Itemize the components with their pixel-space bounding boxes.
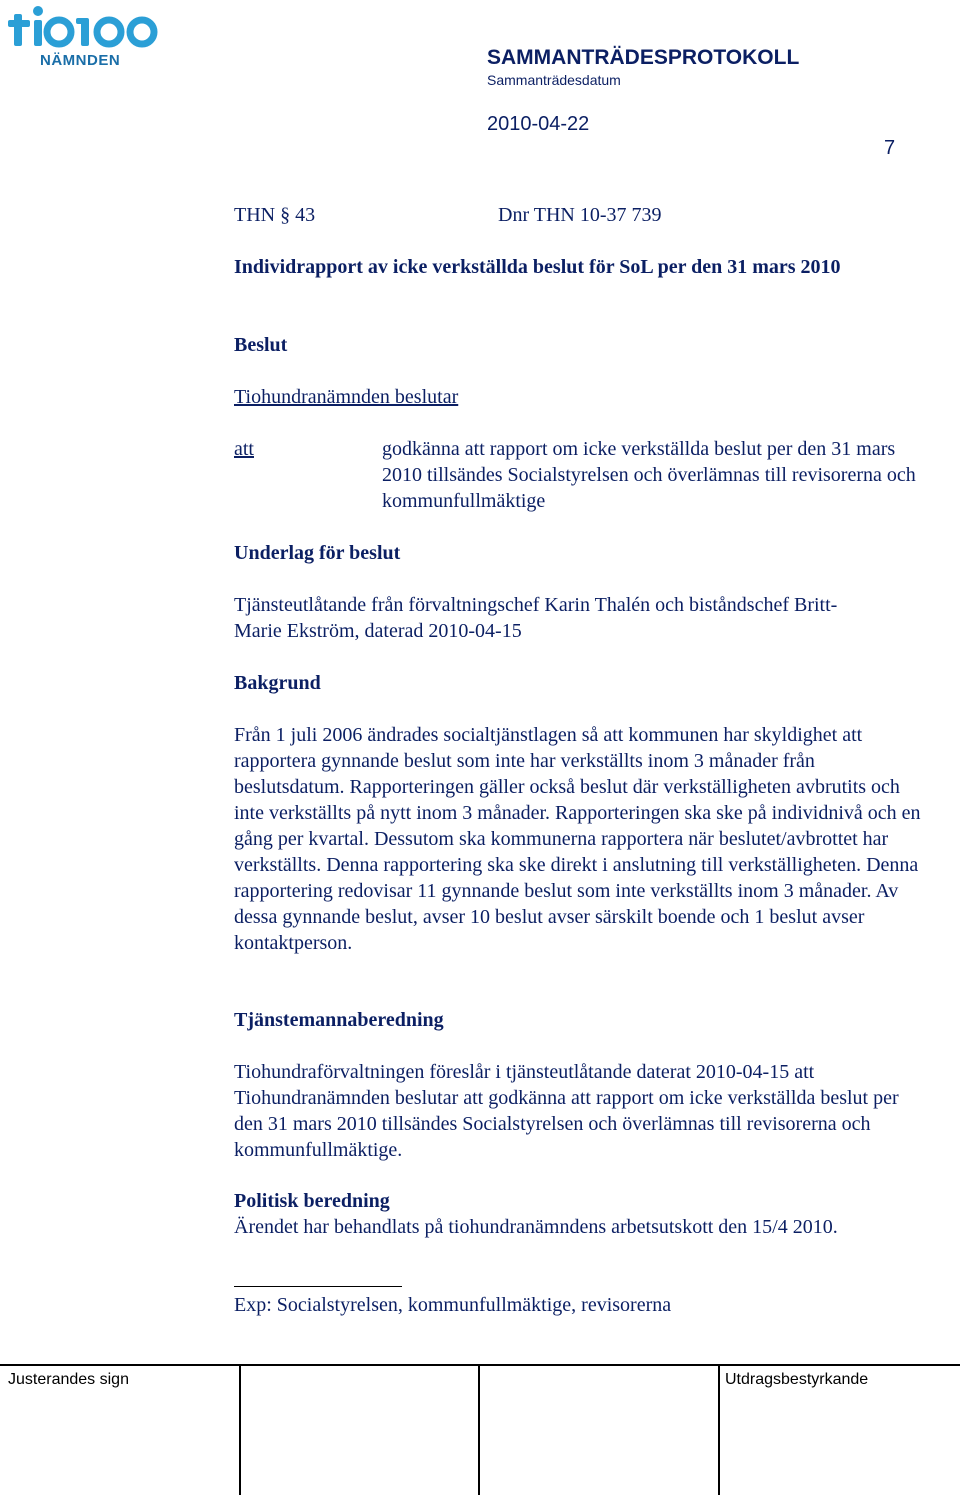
svg-text:NÄMNDEN: NÄMNDEN <box>40 52 121 68</box>
att-label: att <box>234 438 254 460</box>
underlag-text: Tjänsteutlåtande från förvaltningschef Karin Thalén och biståndschef Britt-Marie Ekström, daterad 2010-04-15 <box>234 594 838 642</box>
signature-box-divider-1 <box>239 1366 241 1495</box>
signature-box-divider-2 <box>478 1366 480 1495</box>
decision-subheading: Tiohundranämnden beslutar <box>234 386 459 408</box>
bakgrund-heading: Bakgrund <box>234 672 321 694</box>
att-text: godkänna att rapport om icke verkställda beslut per den 31 mars 2010 tillsändes Socialstyrelsen och överlämnas till revisorerna och kommunfullmäktige <box>382 438 916 512</box>
section-number: THN § 43 <box>234 204 316 226</box>
justerandes-sign-label: Justerandes sign <box>8 1371 129 1388</box>
underlag-heading: Underlag för beslut <box>234 542 401 564</box>
case-dnr: Dnr THN 10-37 739 <box>498 204 662 226</box>
beredning-heading: Tjänstemannaberedning <box>234 1009 444 1031</box>
meeting-date-label: Sammanträdesdatum <box>487 72 621 88</box>
tio100-logo <box>6 2 166 68</box>
meeting-date: 2010-04-22 <box>487 113 590 135</box>
page-number: 7 <box>884 137 896 159</box>
decision-heading: Beslut <box>234 334 288 356</box>
expedition-text: Exp: Socialstyrelsen, kommunfullmäktige, revisorerna <box>234 1294 672 1316</box>
bakgrund-text: Från 1 juli 2006 ändrades socialtjänstlagen så att kommunen har skyldighet att rapportera gynnande beslut som inte har verkställts inom 3 månader från beslutsdatum. Rapporteringen gäller också beslut där verkställigheten avbrutits och inte verkställts på nytt inom 3 månader. Rapporteringen ska ske på individnivå och en gång per kvartal. Dessutom ska kommunerna rapportera när beslutet/avbrottet har verkställts. Denna rapportering ska ske direkt i anslutning till verkställigheten. Denna rapportering redovisar 11 gynnande beslut som inte verkställts inom 3 månader. Av dessa gynnande beslut, avser 10 beslut avser särskilt boende och 1 beslut avser kontaktperson. <box>234 724 921 954</box>
expedition-divider <box>234 1286 402 1287</box>
protocol-title: SAMMANTRÄDESPROTOKOLL <box>487 46 800 69</box>
politisk-heading: Politisk beredning <box>234 1190 390 1212</box>
politisk-text: Ärendet har behandlats på tiohundranämndens arbetsutskott den 15/4 2010. <box>234 1216 838 1238</box>
signature-box-top-border <box>0 1364 960 1366</box>
utdragsbestyrkande-label: Utdragsbestyrkande <box>725 1371 869 1388</box>
case-title: Individrapport av icke verkställda beslut för SoL per den 31 mars 2010 <box>234 256 841 278</box>
beredning-text: Tiohundraförvaltningen föreslår i tjänsteutlåtande daterat 2010-04-15 att Tiohundranämnden beslutar att godkänna att rapport om icke verkställda beslut per den 31 mars 2010 tillsändes Socialstyrelsen och överlämnas till revisorerna och kommunfullmäktige. <box>234 1061 899 1161</box>
signature-box-divider-3 <box>718 1366 720 1495</box>
